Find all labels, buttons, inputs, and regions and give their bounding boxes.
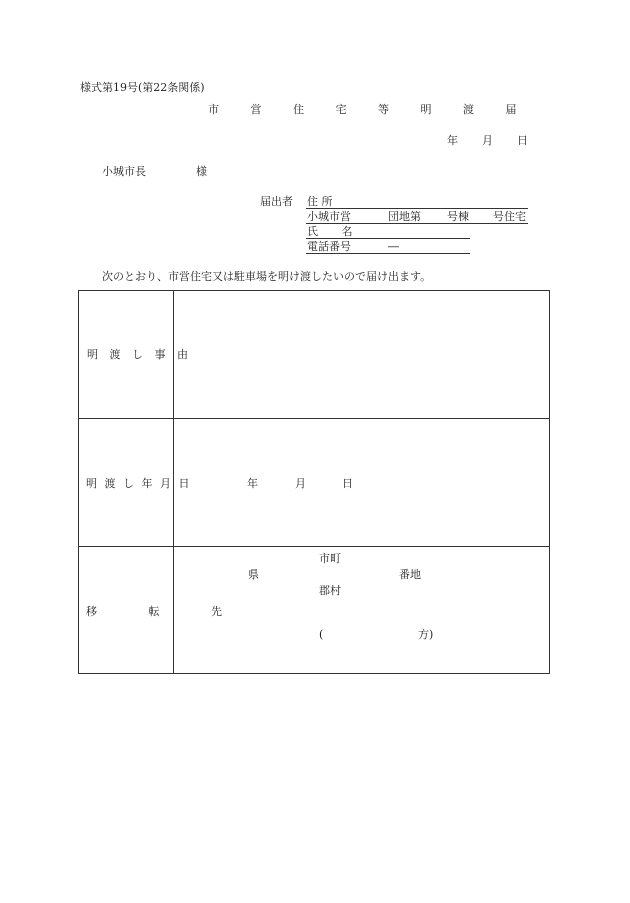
destination-shimachi: 市町: [319, 552, 341, 565]
date-month-label: 月: [482, 134, 493, 147]
housing-prefix: 小城市営: [307, 210, 351, 223]
destination-paren-open: (: [319, 628, 324, 641]
destination-banchi: 番地: [399, 568, 421, 581]
address-line: [306, 208, 528, 209]
destination-ken: 県: [248, 568, 259, 581]
destination-kata: 方): [418, 628, 434, 641]
goujuutaku-label: 号住宅: [493, 210, 526, 223]
move-date-day: 日: [342, 477, 353, 490]
destination-label: 移 転 先: [86, 605, 246, 618]
reason-field[interactable]: [175, 292, 549, 417]
move-date-year: 年: [247, 477, 258, 490]
intro-text: 次のとおり、市営住宅又は駐車場を明け渡したいので届け出ます。: [102, 270, 432, 283]
phone-line: [306, 253, 470, 254]
phone-label: 電話番号: [307, 240, 351, 253]
destination-gunson: 郡村: [319, 584, 341, 597]
gouto-label: 号棟: [447, 210, 469, 223]
name-label: 氏 名: [307, 225, 363, 238]
table-row-divider-2: [79, 546, 549, 547]
address-label: 住 所: [307, 195, 333, 208]
move-date-month: 月: [295, 477, 306, 490]
applicant-label: 届出者: [260, 195, 293, 208]
addressee-honorific: 様: [196, 165, 207, 178]
date-year-label: 年: [447, 134, 458, 147]
form-table: [78, 290, 550, 674]
move-date-label: 明 渡 し 年 月 日: [86, 477, 192, 490]
danchi-label: 団地第: [388, 210, 421, 223]
reason-label: 明 渡 し 事 由: [87, 348, 192, 361]
phone-dash: ―: [388, 240, 399, 253]
housing-line: [306, 223, 528, 224]
date-day-label: 日: [517, 134, 528, 147]
table-row-divider-1: [79, 418, 549, 419]
page-title: 市 営 住 宅 等 明 渡 届: [208, 103, 531, 116]
form-number: 様式第19号(第22条関係): [80, 81, 205, 94]
name-line: [306, 238, 470, 239]
addressee-mayor: 小城市長: [102, 165, 146, 178]
